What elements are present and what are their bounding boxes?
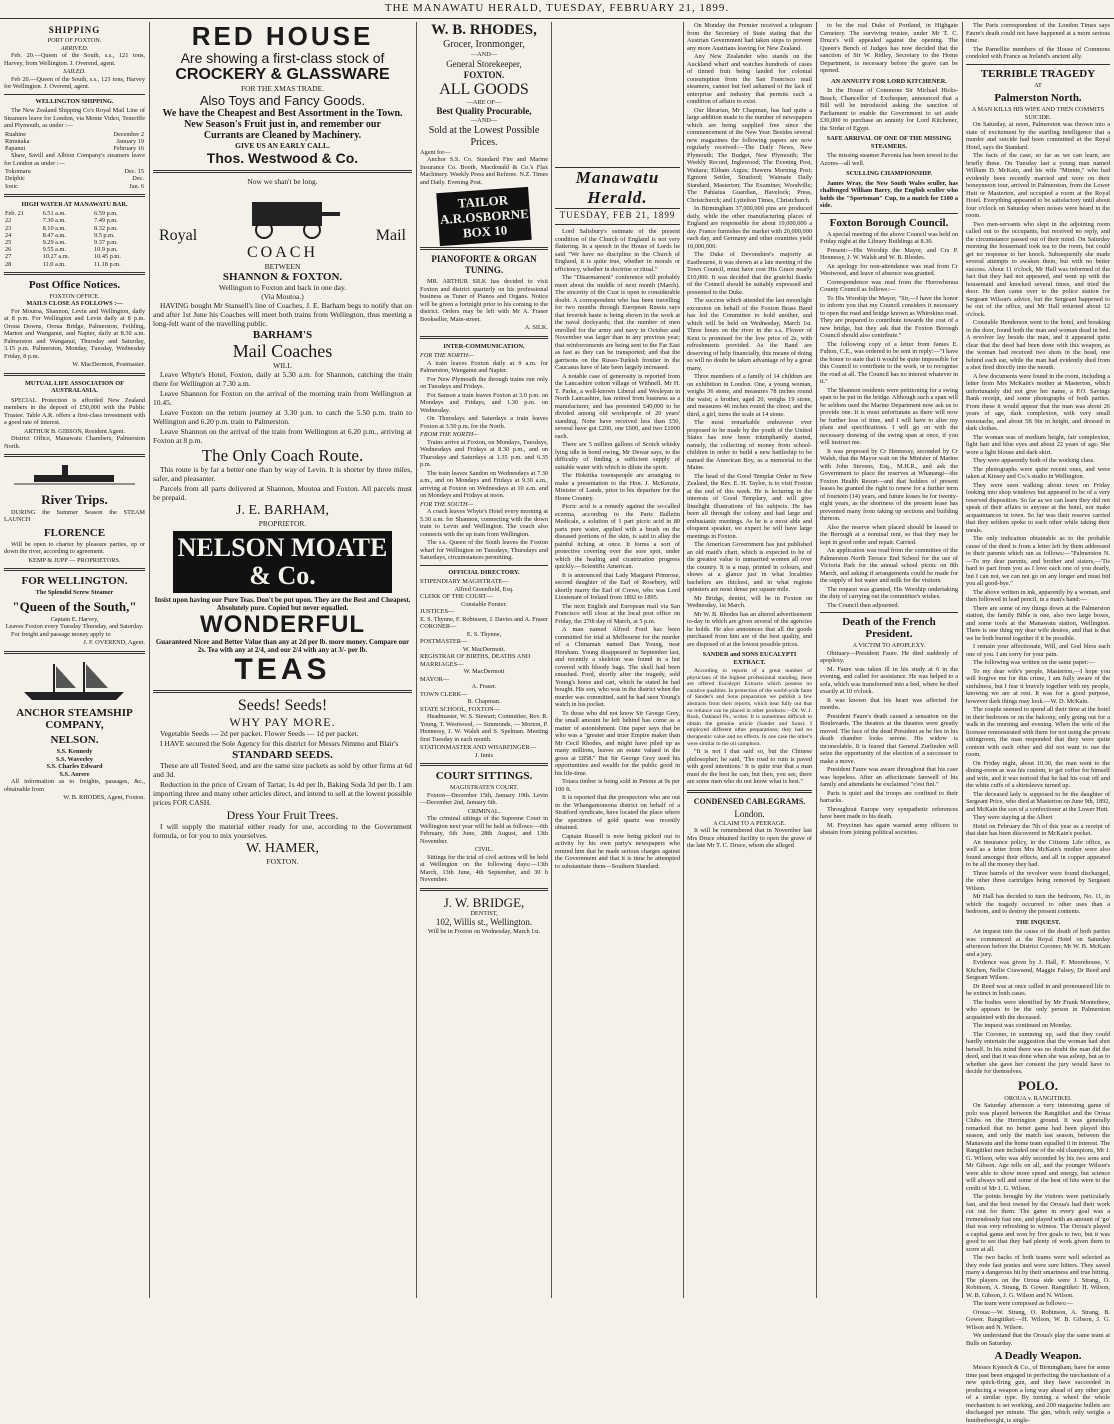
coach-title: COACH <box>246 244 318 261</box>
shaw-table: Tokomaru Dec. 15 Delphic Dec. Ionic Jan. 6 <box>5 168 144 190</box>
news-para: The head of the Good Templar Order in New Zealand, the Rev. E. H. Taylor, is to visit Foxton at the end of this week. He is lecturing in the interests of Good Templary, and will give limelight illustrations of his subjects. He has been all through the colony and had large and enthusiastic meetings. As he is a most able and eloquent speaker, we expect he will have large meetings in Foxton. <box>687 472 812 540</box>
standard-seeds: STANDARD SEEDS. <box>232 749 333 761</box>
agent-for: Agent for— <box>420 148 451 156</box>
only-route-heading: The Only Coach Route. <box>201 446 364 465</box>
rhodes-agent: W. B. RHODES, Agent, Foxton. <box>63 794 145 802</box>
route-text: This route is by far a better one than by way of Levin. It is shorter by three miles, safer, and pleasanter. <box>153 465 412 483</box>
news-para: The Duke of Devonshire's majority at Eastbourne, it was shown at a late meeting of the Town Council, must have cost His Grace nearly £10,000. It was decided that the grateful thanks of the Council should be suitably expressed and presented to the Duke. <box>687 251 812 296</box>
peerage-text: It will be remembered that in November last Mrs Druce obtained facility to open the grave of the late Mr T. C. Druce, whom she alleged <box>687 827 812 850</box>
inter-communication-heading: INTER-COMMUNICATION. <box>443 342 525 350</box>
polo-para: We understand that the Oroua's play the same team at Bulls on Saturday. <box>966 1332 1110 1347</box>
coach-illustration <box>232 190 342 240</box>
inquest-heading: THE INQUEST. <box>1015 918 1061 926</box>
editorial-para: Captain Russell is now being picked out to activity by his own party's newspapers who remind him that he made serious charges against the Government and that it is time he attempted to substantiate them—Southern Standard. <box>555 832 680 870</box>
nzsc-text: The New Zealand Shipping Co's Royal Mail Line of Steamers leave for London, via Monte Video, Teneriffe and Plymouth, as under :— <box>4 107 145 129</box>
magistrate-heading: MAGISTRATE'S COURT. <box>449 784 519 791</box>
tragedy-para: The deceased lady is supposed to be the daughter of Sergeant Price, who died at Masterton on June 9th, 1892, and McKain the son of a confectioner at the Lower Hutt. <box>966 790 1110 813</box>
fruit-trees-heading: Dress Your Fruit Trees. <box>226 808 339 822</box>
dir-value: Headmaster, W. S. Stewart; Committee, Rev. R. Young, T. Westwood, — Simmonds, — Morton, P. Hennessy, J. W. Walsh and S. Spelman. Meeting first Tuesday in each month. <box>420 713 548 743</box>
london-heading: London. <box>734 808 765 819</box>
piano-heading: PIANOFORTE & ORGAN TUNING. <box>431 254 537 275</box>
civil-heading: CIVIL. <box>474 846 494 853</box>
faure-para: M. Faure was taken ill in his study at 6 in the evening, and called for assistance. He was helped to a sofa, which was transformed into a bed, where he died exactly at 10 o'clock. <box>820 665 958 695</box>
seed-prices: Vegetable Seeds — 2d per packet. Flower Seeds — 1d per packet. <box>160 729 359 738</box>
tragedy-para: The woman was of medium height, fair complexion, light hair and blue eyes and about 22 years of age. She wore a light blouse and dark skirt. <box>966 433 1110 456</box>
now-text: Now we shan't be long. <box>247 177 318 186</box>
are-of: —ARE OF— <box>466 98 502 106</box>
news-para: In Birmingham 37,000,000 pins are produced daily, while the other manufacturing places of England are responsible for about 19,000,000 a day. France furnishes the market with 20,000,000 each day, and Germany and other countries yield 10,000,000. <box>687 205 812 250</box>
faure-para: M. Freycinet has again warned army officers to abstain from joining political societies. <box>820 821 958 836</box>
peerage-heading: A CLAIM TO A PEERAGE. <box>713 819 786 827</box>
news-para: On Monday the Premier received a telegram from the Secretary of State stating that the Austrian Government had taken steps to prevent any more Austrians leaving for New Zealand. <box>687 22 812 52</box>
leaves-text: Leaves Foxton every Tuesday Thursday, and Saturday. <box>5 623 144 631</box>
dir-value: W. MacDermott <box>463 668 505 675</box>
hamer-name: W. HAMER, <box>246 841 319 856</box>
port-heading: PORT OF FOXTON. <box>47 37 102 44</box>
proprietor-text: PROPRIETOR. <box>258 519 307 528</box>
cablegrams-heading: CONDENSED CABLEGRAMS. <box>693 796 806 806</box>
news-para: Three members of a family of 14 children are on exhibition in London. One, a young woman, weighs 36 stone, and measures 78 inches round the waist; a brother, aged 20, weighs 19 stone, and measures 46 inches round the chest; and the third, a girl, turns the scale at 14 stone. <box>687 373 812 418</box>
silk-name: A. SILK. <box>524 324 548 331</box>
tragedy-para: The couple seemed to spend all their time at the hotel in their bedroom or on the balcony, only going out for a walk in the morning and evening. When the wife of the licensee remonstrated with them for not using the private sittingroom, the man responded that they were quite content with each other and did not want to use the room. <box>966 706 1110 758</box>
xmas-text: FOR THE XMAS TRADE. <box>240 84 325 93</box>
deadly-weapon-heading: A Deadly Weapon. <box>994 1350 1082 1362</box>
news-para: Three barrels of the revolver were found discharged, the other three cartridges being removed by Sergeant Wilson. <box>966 869 1110 892</box>
best-quality: Best Quality Procurable, <box>436 106 532 116</box>
tested-text: These are all Tested Seed, and are the same size packets as sold by other firms at 6d and 3d. <box>153 761 412 779</box>
teas-heading: TEAS <box>234 653 331 686</box>
polo-para: Oroua:—W. Strang, O. Robinson, A. Strang, B. Gower. Rangitikei:—H. Wilson, W. B. Gibson, J. G. Wilson and N. Wilson. <box>966 1308 1110 1331</box>
florence-text: Will be open to charter by pleasure parties, up or down the river, according to agreement. <box>4 540 145 556</box>
editorial-para: Lord Salisbury's estimate of the present condition of the Church of England is not very flattering. In a speech in the House of Lords he said "We have no discipline in the Church of England, it is quite true, whether in morals or efficiency, whether in doctrine or ritual." <box>555 228 680 273</box>
for-north: FOR THE NORTH— <box>420 352 474 359</box>
inquest-para: Evidence was given by J. Hall, F. Moorehouse, V. Kitchen, Nellie Crawsend, Maggie Falsey, Dr Reed and Sergeant Wilson. <box>966 959 1110 981</box>
editorial-para: It is announced that Lady Margaret Primrose, second daughter of the Earl of Rosebery, will shortly marry the Earl of Crewe, who was Lord Lieutenant of Ireland from 1892 to 1895. <box>555 571 680 601</box>
editorial-para: Picric acid is a remedy against the so-called eczema, according to the Paris Bulletin Medicale, a solution of 1 part picric acid in 80 parts pure water, applied with a brush on the diseased portions of the skin, is said to allay the painful itching at once. It forms a sort of protective covering over the sore spot, under which the healing and cicatrization progress quickly.—Scientific American. <box>555 503 680 570</box>
steamer-illustration <box>4 461 145 487</box>
dir-value: Constable Forster. <box>461 600 507 608</box>
column-shipping <box>4 22 145 1298</box>
dir-label: STATE SCHOOL, FOXTON— <box>420 705 501 713</box>
council-para: Also the reserve when placed should be leased to the Borough at a nominal rent, so that they may be kept in good order and repair. Carried. <box>820 523 958 546</box>
why-pay-more: WHY PAY MORE. <box>229 715 336 729</box>
and-text: —AND— <box>470 51 498 58</box>
fruit-text: New Season's Fruit just in, and remember our <box>184 119 381 130</box>
overend: J. F. OVEREND, Agent. <box>83 639 145 647</box>
news-para: Any New Zealander who stands on the Auckland wharf and watches hundreds of cases of tinned fruit being landed for colonial consumption from the San Francisco mail steamers, cannot but feel ashamed of the lack of enterprise and industry that permits such a condition of affairs to exist. <box>687 53 812 105</box>
dir-label: JUSTICES— <box>420 608 455 615</box>
news-para: The Parnellite members of the House of Commons condoled with France as Ireland's ancient ally. <box>966 45 1110 60</box>
captain: Captain E. Harvey, <box>50 615 99 623</box>
news-para: Mr W. B. Rhodes has an altered advertisement to-day in which are given several of the agencies he holds. He also announces that all the goods purchased from him are of the best quality, and are disposed of at the lowest possible prices. <box>687 610 812 648</box>
polo-para: On Saturday afternoon a very interesting game of polo was played between the Rangitikei and the Oroua Clubs on the Herrington ground. It was generally remarked that no better game had been played this season, and only the match last season, between the Manawatu and the home team equalled it in interest. The Rangitikei men included one of the old champions, Mr J. G. Wilson, who was ably seconded by his two sons and Mr Gibson. Age tells on all, and the younger Wilson's were able to show more speed and energy, but science will always tell and some of the best of hits were to the credit of Mr J. G. Wilson. <box>966 1102 1110 1192</box>
council-para: The Council then adjourned. <box>827 601 900 609</box>
apoplexy-subheading: A VICTIM TO APOPLEXY. <box>852 642 926 649</box>
high-water-table: Feb. 21 6.51 a.m. 6.59 p.m. 22 7.30 a.m. 7.49 p.m. 23 8.10 a.m. 8.32 p.m. 24 8.47 a.m. 9.5 p.m. 25 9.29 a.m. 9.37 p.m. 26 9.55 a.m. 10.9 p.m. 27 10.27 a.m. 10.45 p.m. 28 11.0 a.m. 11.18 p.m. <box>5 210 121 268</box>
polo-subheading: OROUA v. RANGITIKEI. <box>1004 1094 1072 1102</box>
arrived-text: Feb. 20.—Queen of the South, s.s., 121 tons, Harvey, from Wellington. J. Overend, agent. <box>4 52 145 67</box>
council-para: The following copy of a letter from James E. Fulton, C.E., was ordered to be sent in reply:—"I have the honor to state that it would be quite impossible for this Council to contribute to the work, or to recognise the road at all. The Council has no interest whatever in it." <box>820 340 958 385</box>
editorial-para: Totara timber is being sold in Petone at 9s per 100 ft. <box>555 778 680 793</box>
mail-coaches-heading: Mail Coaches <box>232 341 333 361</box>
nzsc-table: Ruahine December 2 Rimutaka January 19 Papanui February 16 <box>5 130 144 152</box>
tragedy-para: They were seen walking about town on Friday looking into shop windows but appeared to be of a very reserved disposition. So far as we can learn they did not speak of their affairs to anyone at the hotel, nor make acquaintances in town. So far was their reserve carried that they seldom spoke to each other while taking their meals. <box>966 481 1110 534</box>
dir-label: CLERK OF THE COURT— <box>420 593 493 600</box>
queen-of-south: "Queen of the South," <box>12 598 137 614</box>
dentist-text: DENTIST, <box>470 909 498 917</box>
editorial-para: A notable case of generosity is reported from the Lancashire cotton village of Withnell. Mr H. T. Parke, a well-known Liberal and Wesleyan in North Lancashire, has retired from business as a manufacturer, and has presented £40,000 to be divided among old workpeople of 20 years' standing. None have received less than £50, several have got £200, one £600, and two £1000 each. <box>555 372 680 440</box>
and2-text: —AND— <box>470 117 498 124</box>
faure-para: President Faure was aware throughout that his case was hopeless. After an affectionate farewell of his family and attendants he exclaimed "c'est fini." <box>820 766 958 788</box>
dir-value: B. Chapman. <box>467 698 501 705</box>
between-text: BETWEEN <box>264 262 301 271</box>
freight-text: For freight and passage money apply to <box>11 630 111 638</box>
column-editorial-1 <box>555 22 680 1298</box>
polo-para: The team were composed as follows:— <box>973 1300 1073 1307</box>
editorial-para: There are 5 million gallons of Scotch whisky lying idle in bond owing, Mr Dewar says, to the difficulty of finding a sufficient supply of suitable water with which to dilute the spirit. <box>555 441 680 471</box>
editorial-para: A man named Alfred Ford has been committed for trial at Melbourne for the murder of a Chinaman named Dan Young, near Horsham. Young disappeared in September last, and recently a skeleton was found in a hut covered with bloody bags. The skull had been smashed. Ford, shortly after the tragedy, sold Young's horse and cart, which he stated he had bought. His son, who was in the district when the murder was committed, said he had seen Young's watch in his pocket. <box>555 626 680 708</box>
council-para: Correspondence was read from the Horowhenua County Council as follows:— <box>820 278 958 293</box>
reduction-text: Reduction in the price of Cream of Tartar, 1s 4d per lb, Baking Soda 3d per lb. I am importing three and many other articles direct, and intend to sell at the lowest possible prices FOR CASH. <box>153 780 412 807</box>
column-news-1 <box>687 22 812 1298</box>
weapon-para: Messrs Kynoch & Co., of Birmingham, have for some time past been engaged in perfecting the mechanism of a new quick-firing gun, and they have succeeded in producing a weapon a long way ahead of any other gun of a similar type. By turning a wheel the whole mechanism is set working, and 200 magazine bullets are discharged per minute. The gun, which only weighs a hundredweight, is single- <box>966 1364 1110 1424</box>
tragedy-para: The following was written on the same paper:— <box>973 659 1095 666</box>
dir-label: STATIONMASTER AND WHARFINGER— <box>420 744 536 751</box>
chinese-text: "It is not I that said so, but the Chinese philosopher; he said, 'The road to ruin is paved with good intentions.' It is quite true that a man must do the best he can; but then, you see, there are some men who do not know what is best." <box>687 748 812 786</box>
nelson-heading: NELSON. <box>50 734 99 747</box>
will-text: WILL <box>273 361 292 370</box>
wonderful-text: Guaranteed Nicer and Better Value than any at 2d per lb. more money. Compare our 2s. Tea with any at 2/4, and our 2/4 with any at 3/- per lb. <box>155 638 410 654</box>
currants-text: Currants are Cleaned by Machinery. <box>203 130 362 141</box>
column-rule <box>816 22 817 1298</box>
tragedy-subheading: A MAN KILLS HIS WIFE AND THEN COMMITS SUICIDE. <box>971 106 1105 121</box>
column-news-2 <box>820 22 958 1298</box>
ship-charles-edward: S.S. Charles Edward <box>46 763 103 771</box>
council-para: An application was read from the committee of the Palmerston North Terrace End School for the use of Victoria Park for the annual school picnic on 8th March, and asking if arrangements could be made for the supply of hot water and milk for the visitors. <box>820 547 958 584</box>
supply-text: I will supply the material either ready for use, according to the Government formula, or for you to mix yourselves. <box>153 822 412 840</box>
editorial-para: The Hokitika townspeople are arranging to make a presentation to the Hon. J. McKenzie, Minister of Lands, prior to his departure for the Home Country. <box>555 472 680 502</box>
ship-illustration <box>4 658 145 702</box>
inquest-para: Dr Reed was at once called in and pronounced life to be extinct in both cases. <box>966 982 1110 997</box>
inquest-para: The inquest was continued on Monday. <box>973 1022 1072 1029</box>
tragedy-para: They were staying at the Albert <box>973 814 1053 821</box>
editorial-para: The "Disarmament" conference will probably meet about the middle of next month (March). The sincerity of the Czar is open to considerable doubt. A correspondent who has been travelling for two months through European Russia says that feverish haste is being shown in the work at the naval dockyards; that the number of men enrolled for the army and navy in October and November was larger than in any previous year; that reinforcements are being sent to the Far East as fast as they can be transported; and that the garrisons on the Russo-Turkish frontier in the Caucasus have of late been largely increased. <box>555 274 680 371</box>
column-rhodes <box>420 22 548 1298</box>
seeds-heading: Seeds! Seeds! <box>237 697 328 714</box>
bridge-visit: Will be in Foxton on Wednesday, March 1st. <box>427 928 541 935</box>
court-dates: Foxton—December 15th, January 19th. Levin—December 2nd, January 6th. <box>420 791 548 806</box>
tragedy-para: The facts of the case, so far as we can learn, are briefly these. On Tuesday last a young man named William D. McKain, and his wife "Minnie," who had evidently been recently married and were on their honeymoon tour, arrived in Palmerston, from the Lower Hutt or Masterton, and occupied a room at the Royal Hotel. Everything appeared to be satisfactory until about four o'clock on Saturday when noises were heard in the room. <box>966 152 1110 219</box>
shipping-heading: SHIPPING <box>48 25 101 35</box>
council-heading: Foxton Borough Council. <box>829 216 949 229</box>
news-para: Our librarian, Mr Chapman, has had quite a large addition made to the number of newspapers which are being supplied free since the commencement of the New Year. Besides several new magazines the following papers are now regularly received:—The Daily News, New Plymouth; The Budget, New Plymouth; The Weekly Record, Inglewood; The Evening Post, Waitara; Eltham Argus; Hawera Morning Post; Egmont Settler, Stratford; Waimate Daily Standard, Masterton; The Examiner, Woodville; The Pahiatua Guardian, Havelock; Press, Christchurch; and Lyttelton Times, Christchurch. <box>687 106 812 204</box>
council-para: To His Worship the Mayor, "Sir,—I have the honor to inform you that my Council considers it necessary to open the road and bridge known as Whirokino road. They are prepared to contribute towards the cost of a new bridge, but they ask that the Foxton Borough Council should also contribute." <box>820 294 958 339</box>
news-para: Mr Hall has decided to turn the bedroom, No. 11, in which the tragedy occurred to other uses than a bedroom, and to destroy the present contents. <box>966 893 1110 915</box>
dir-value: A. Fraser. <box>471 683 497 690</box>
sold-text: Sold at the Lowest Possible Prices. <box>428 124 540 148</box>
tragedy-para: They were apparently both of the working class. <box>973 457 1095 464</box>
river-trips-heading: River Trips. <box>41 491 108 507</box>
dir-label: POSTMASTER— <box>420 638 468 645</box>
council-para: A special meeting of the above Council was held on Friday night at the Library Buildings at 8.30. <box>820 230 958 245</box>
from-north: FROM THE NORTH— <box>420 431 479 438</box>
news-para: The Paris correspondent of the London Times says Faure's death could not have happened at a more serious time. <box>966 22 1110 44</box>
editorial-para: To those who did not know Sir George Grey, the small amount he left behind has come as a matter of astonishment. One paper says that he who was a "greater and truer Empire maker than Mr Cecil Rhodes, and might have piled up as many millions, leaves an estate valued in the gross at £858." But Sir George Grey used his opportunities and wealth for the public good in his life-time. <box>555 709 680 777</box>
early-call: GIVE US AN EARLY CALL. <box>235 141 330 150</box>
tragedy-place: Palmerston North. <box>994 92 1082 104</box>
inquest-para: The Coroner, in summing up, said that they could hardly entertain the suggestion that the woman had shot herself. In his mind there was no doubt the man did the deed, and that it was done when she was asleep, but as to whether she gave her consent the jury would have to decide for themselves. <box>966 1030 1110 1075</box>
page-masthead: THE MANAWATU HERALD, TUESDAY, FEBRUARY 21, 1899. <box>0 2 1114 19</box>
dir-value: E. S. Thynne, F. Robinson, J. Davies and A. Fraser <box>420 615 548 623</box>
dir-label: CORONER— <box>420 623 457 630</box>
editorial-para: It is reported that the prospectors who are out in the Whangamomona district on behalf of a Stratford syndicate, have located the place where the specimen of gold quartz was recently obtained. <box>555 794 680 831</box>
tragedy-para: On Saturday, at noon, Palmerston was thrown into a state of excitement by the startling intelligence that a murder and suicide had been committed at the Royal Hotel, says the Standard. <box>966 121 1110 151</box>
showing-text: Are showing a first-class stock of <box>180 50 385 66</box>
tragedy-para: A few documents were found in the room, including a letter from Mrs McKain's mother at Masterton, which unfortunately did not give her name, a P.O. Savings Bank receipt, and some photographs of both parties. From these it would appear that the man was about 26 years of age, dark complexion, with very small moustache, and about 5ft 9in in height, and dressed in dark clothes. <box>966 372 1110 432</box>
mail-text: Mail <box>375 227 406 244</box>
news-para: Hotel on February the 7th of this year as a receipt of that date has been discovered in McKain's pocket. <box>966 822 1110 837</box>
inquest-para: The bodies were identified by Mr Frank Montethew, who appears to be the only person in Palmerston acquainted with the deceased. <box>966 998 1110 1021</box>
foxton-office: FOXTON OFFICE. <box>49 292 100 300</box>
ship-kennedy: S.S. Kennedy <box>56 748 93 756</box>
barham-name: J. E. BARHAM, <box>236 503 329 518</box>
cheapest-text: We have the Cheapest and Best Assortment in the Town. <box>162 108 403 119</box>
via-text: (Via Moutoa.) <box>261 292 304 301</box>
sculling-heading: SCULLING CHAMPIONSHIP. <box>846 170 932 177</box>
sailed-text: Feb 20.—Queen of the South, s.s., 121 tons, Harvey for Wellington. J. Overend, agent. <box>4 75 145 90</box>
tragedy-para: I remain your affectionate, Will, and God bless each one of you. I am sorry for your pain. <box>966 643 1110 658</box>
tragedy-heading: TERRIBLE TRAGEDY <box>980 67 1096 80</box>
coach-times-4: Leave Shannon on the arrival of the train from Wellington at 6.20 p.m., arriving at Foxton at 8 p.m. <box>153 427 412 445</box>
coach-times-3: Leave Foxton on the return journey at 3.30 p.m. to catch the 5.50 p.m. train to Wellington and 6.20 p.m. train to Palmerston. <box>153 408 412 426</box>
coach-times-2: Leave Shannon for Foxton on the arrival of the morning train from Wellington at 10.45. <box>153 389 412 407</box>
dir-value: W. MacDermott. <box>462 645 506 653</box>
polo-para: The two backs of both teams were well selected as they rode fast ponies and were sure hitters. They saved many a dangerous hit by their smartness and true hitting. The players on the Oroua side were J. Strang, O. Robinson, A. Strang, B. Gower. Rangitikei: H. Wilson, W. B. Gibson, J. G. Wilson and N. Wilson. <box>966 1254 1110 1299</box>
tragedy-para: The photographs were quite recent ones, and were taken at Kinsey and Co.'s studio in Wellington. <box>966 465 1110 480</box>
faure-para: Obituary—President Faure. He died suddenly of apoplexy. <box>820 649 958 664</box>
column-news-3 <box>966 22 1110 1424</box>
news-para: The most remarkable endeavour ever proposed to be made by the youth of the United States has now been triumphantly started, namely, the collecting of money from school-children in order to build a new battleship to be named the American Boy, as a memorial to the Maine. <box>687 419 812 471</box>
sander-text: According to reports of a great number of physicians of the highest professional standing, there are offered Eucalypti Extracts which possess no curative qualities. In protection of the world-wide fame of Sander's and Sons preparation we publish a few abstracts from their reports, which bear fully out that no reliance can be placed in other products:—Dr. W. J. Rush, Oakland Pa., writes: It is sometimes difficult to obtain the genuine article (Sander and Sons). I employed different other preparations; they had no therapeutic value and no effects. In one case the other's were similar to the oil camphora. <box>687 668 812 747</box>
coach-times-1: Leave Whyte's Hotel, Foxton, daily at 5.30 a.m. for Shannon, catching the train there for Wellington at 7.30 a.m. <box>153 370 412 388</box>
sander-heading: SANDER and SONS EUCALYPTI EXTRACT. <box>702 651 797 666</box>
french-president-heading: Death of the French President. <box>842 616 936 640</box>
news-para: to be the real Duke of Portland, in Highgate Cemetery. The surviving trustee, under Mr T. C. Druce's will appealed against the opening. The Queen's Bench of Judges has now decided that the sanction of Sir W. Ridley, Secretary to the Home Department, is necessary before the grave can be opened. <box>820 22 958 74</box>
splendid-text: The Splendid Screw Steamer <box>35 589 114 597</box>
barhams-heading: BARHAM'S <box>252 329 313 341</box>
north-2: For New Plymouth the through trains run only on Tuesdays and Fridays. <box>420 375 548 390</box>
royal-text: Royal <box>159 227 198 244</box>
tragedy-para: The only indication obtainable as to the probable cause of the deed is from a letter left by them addressed to their parents which ran as follows:—"Palmerston N.—To my dear parents, and brother and sisters,—'Tis hard to part from you as I love each one of you dearly, but I can not, we can not go on any longer and must bid you all good-bye." <box>966 535 1110 587</box>
north-4: On Thursdays and Saturdays a train leaves Foxton at 3.50 p.m. for the North. <box>420 415 548 430</box>
from-north-1: Trains arrive at Foxton, on Mondays, Tuesdays, Wednesdays and Fridays at 8.30 p.m., and on Thursdays and Saturdays at 1.35 p.m. and 6.35 p.m. <box>420 438 548 468</box>
council-para: The Shannon residents were petitioning for a swing span to be put in the bridge. Although such a span will be seldom used the Marine Department now ask us to provide one. It is most unfortunate as there will now be further loss of time, and I will have to alter my plans and specifications. I will go on with the necessary drawing of the swing span at once, if you will instruct me. <box>820 386 958 446</box>
from-north-2: The train leaves Sandon on Wednesdays at 7.30 a.m., and on Mondays and Fridays at 9.30 a.m., arriving at Foxton on Wednesdays at 10 a.m. and on Mondays and Fridays at noon. <box>420 469 548 499</box>
sailed-heading: SAILED. <box>63 68 86 75</box>
criminal-text: The criminal sittings of the Supreme Court in Wellington next year will be held as follows:—6th February, 6th June, 28th August, and 13th November. <box>420 815 548 845</box>
council-para: The request was granted, His Worship undertaking the duty of carrying out the committee's wishes. <box>820 585 958 600</box>
agencies-text: Anchor S.S. Co. Standard Fire and Marine Insurance Co. Booth, Macdonald & Co.'s Flax Machinery. Weekly Press and Referee. N.Z. Times and Daily. Evening Post. <box>420 156 548 186</box>
postmaster: W. MacDermott, Postmaster. <box>72 361 145 369</box>
council-para: An apology for non-attendance was read from Cr Westwood, and leave of absence was granted. <box>820 262 958 277</box>
news-para: James Wray, the New South Wales sculler, has challenged William Barry, the English sculler who holds the "Sportsman" Cup, to a match for £100 a side. <box>820 179 958 209</box>
dir-value: J. Innis <box>474 751 494 759</box>
silk-text: MR. ARTHUR SILK has decided to visit Foxton and district quarterly on his professional business as Tuner of Pianos and Organs. Notice will be given a fortnight prior to his coming to the district. Orders may be left with Mr A. Fraser Bookseller, Main-street. <box>420 278 548 323</box>
tragedy-para: To my dear wife's people, Masterton,—I hope you will forgive me for this crime, I am fully aware of the sinfulness, but I fear it bravely together with my people, knowing we are at rest. It was for a good purpose, however dark things may look.—W. D. McKain. <box>966 667 1110 705</box>
mails-heading: MAILS CLOSE AS FOLLOWS :— <box>26 300 123 308</box>
hamer-foxton: FOXTON. <box>266 857 299 866</box>
rhodes-foxton: FOXTON. <box>463 69 505 80</box>
florence-heading: FLORENCE <box>43 526 106 539</box>
tragedy-para: The above written in ink, apparently by a woman, and then followed in lead pencil, in a man's hand:— <box>966 588 1110 603</box>
news-para: An insurance policy, in the Citizens Life office, as well as a letter from Mrs McKain's mother were also found amongst their effects, and all in copper appeared to be all the money they had. <box>966 838 1110 868</box>
polo-para: The points brought by the visitors were particularly fast, and the best owned by the Oroua's had their work cut out for them. The game in every goal was a tremendously fast one, and played with an amount of 'go' that was very refreshing to witness. The Oroua's played a capital game and won by five goals to two, but it was good to see that they had plenty of work given them to score at all. <box>966 1193 1110 1253</box>
high-water-heading: HIGH WATER AT MANAWATU BAR. <box>21 200 128 208</box>
for-wellington-heading: FOR WELLINGTON. <box>21 575 128 588</box>
civil-text: Sittings for the trial of civil actions will be held at Wellington on the following days:—13th March, 13th June, 4th September, and 30 h November. <box>420 853 548 883</box>
shaw-text: Shaw, Savill and Albion Company's steamers leave for London as under :— <box>4 152 145 167</box>
westwood-name: Thos. Westwood & Co. <box>206 150 359 166</box>
crockery-title: CROCKERY & GLASSWARE <box>175 66 390 83</box>
tragedy-para: There are some of my things down at the Palmerston station, the family Bible is one, also two large boxes, and some tools at the Manawatu station, Wellington. There is one thing my dear wife desires, and that is that we be both buried together if it be possible. <box>966 604 1110 642</box>
arrived-heading: ARRIVED. <box>60 44 89 52</box>
river-trips-text: DURING the Summer Season the STEAM LAUNCH <box>4 508 145 524</box>
ship-waverley: S.S. Waverley <box>55 755 94 763</box>
council-para: It was proposed by Cr Hennessy, seconded by Cr Walsh, that the Mayor wait on the Minister of Marine with John Stevens, Esq., M.H.R., and ask the Government to place the reserves at Whanangi—the Foxton Health Resort—and that holders of present leases be granted the right to renew for a further term of fourteen (14) years, and future leases be for twenty-eight years, as the shortness of the present lease has prevented many from taking up sections and building thereon. <box>820 447 958 522</box>
news-para: The success which attended the last moonlight excursion on behalf of the Foxton Brass Band has led the Committee to hold another, and which will be held on Wednesday, March 1st. Three hours on the river in the s.s. Flower of Kent is promised for the low price of 2s, with refreshments provided. As the Band are deserving of help financially, this means of doing so will no doubt be taken advantage of by a great many. <box>687 297 812 372</box>
tragedy-para: On Friday night, about 10.30, the man went to the dining-room as was his custom, to get coffee for himself and wife, and it was noticed that he had his coat off and the white cuffs of a shirtsleeve turned up. <box>966 759 1110 789</box>
parcels-text: Parcels from all parts delivered at Shannon, Moutoa and Foxton. All parcels must be prepaid. <box>153 484 412 502</box>
faure-para: It was known that his heart was affected for months. <box>820 696 958 711</box>
news-para: Mr Bridge, dentist, will be in Foxton on Wednesday, 1st March. <box>687 594 812 609</box>
nelson-moate-text: Insist upon having our Pure Teas. Don't be put upon. They are the Best and Cheapest. Absolutely pure. Copied but never equalled. <box>154 596 411 612</box>
north-3: For Sanson a train leaves Foxton at 3.0 p.m. on Mondays and Fridays, and 1.30 p.m. on Wednesday. <box>420 391 548 414</box>
inquest-para: An inquest into the cause of the death of both parties was commenced at the Royal Hotel on Saturday afternoon before the District Coroner, Mr W. B. McKain and a jury. <box>966 928 1110 958</box>
column-ads <box>153 22 412 1298</box>
criminal-heading: CRIMINAL. <box>467 807 501 815</box>
column-rule <box>149 22 150 1298</box>
polo-heading: POLO. <box>1017 1077 1059 1093</box>
column-rule <box>683 22 684 1298</box>
kitchener-heading: AN ANNUITY FOR LORD KITCHENER. <box>831 77 947 85</box>
tragedy-para: Two men-servants who slept in the adjoining room called out to the occupants, but received no reply, and the circumstance passed out of their mind. On Saturday morning the housemaid took tea to the room, but could get no response to her knock. Subsequently she made several attempts to awaken them, but with no better success. About 11 o'clock, Mr Hall was informed of the fact that they had not appeared, and went up with the housemaid and knocked several times, and tried the door. He then came over to the police station for Sergeant Wilson's advice, but the Sergeant happened to be out of the office, and Mr Hall returned about 12 o'clock. <box>966 220 1110 318</box>
tragedy-at: AT <box>1034 81 1042 89</box>
tailor-osborne-ad: TAILOR A.R.OSBORNE BOX 10 <box>436 187 531 246</box>
mails-text: For Moutoa, Shannon, Levin and Wellington, daily at 8 p.m. For Wellington and Levin daily at 8 p.m. Oroua Downs, Oroua Bridge, Palmerston, Feilding, Marton and Wanganui, and Napier, daily at 8.30 a.m. Palmerston and Wanganui, Thursday and Saturday, 3.15 p.m. Palmerston, Monday, Tuesday, Wednesday Friday, 8 p.m. <box>4 307 145 360</box>
tragedy-para: Constable Henderson went to the hotel, and breaking in the door, found both the man and woman dead in bed. A revolver lay beside the man, and it appeared quite clear that the deed had been done with this weapon, as the woman had received two shots in the head, one behind each ear, while the man had evidently died from a shot fired directly into the mouth. <box>966 319 1110 371</box>
faure-para: Throughout Europe very sympathetic references have been made to his death. <box>820 805 958 820</box>
north-1: A train leaves Foxton daily at 9 a.m. for Palmerston, Wanganui and Napier. <box>420 359 548 374</box>
red-house-title: RED HOUSE <box>191 21 374 51</box>
having-text: HAVING bought Mr Stansell's line of Coaches, J. E. Barham begs to notify that on and after 1st June his Coaches will meet both trains from Wellington, thus meeting a long-felt want of the travelling public. <box>153 301 412 328</box>
rhodes-title: W. B. RHODES, <box>431 22 537 38</box>
faure-para: Paris is quiet and the troops are confined to their barracks. <box>820 789 958 804</box>
nelson-moate-banner: NELSON MOATE & Co. <box>173 531 392 593</box>
dir-label: REGISTRAR OF BIRTHS, DEATHS AND MARRIAGES— <box>420 653 531 668</box>
editorial-para: The next English and European mail via San Francisco will close at the local post office on Friday, the 27th day of March, at 5 p.m. <box>555 602 680 625</box>
dir-label: STIPENDIARY MAGISTRATE— <box>420 578 509 585</box>
grocer-text: Grocer, Ironmonger, <box>443 39 525 50</box>
for-south: FOR THE SOUTH— <box>420 500 474 508</box>
district-office: District Office, Manawatu Chambers, Palmerston North. <box>4 435 145 450</box>
south-1: A coach leaves Whyte's Hotel every morning at 5.30 a.m. for Shannon, connecting with the down train to Levin and Wellington. The coach also connects with the up train from Wellington. <box>420 508 548 538</box>
council-para: Present:—His Worship the Mayor, and Crs P. Hennessy, J. W. Walsh and W. B. Rhodes. <box>820 246 958 261</box>
faure-para: President Faure's death caused a sensation on the Boulevards. The theatres at the theatres were greatly moved. The face of the dead President as he lies in his death chamber looks serene. His widow is inconsolable. It is feared that General Zurlinden will seize the opportunity of the election of a successor to make a move. <box>820 712 958 765</box>
bridge-address: 102, Willis st., Wellington. <box>435 917 533 927</box>
herald-nameplate: Manawatu Herald. <box>555 167 680 209</box>
shannon-foxton: SHANNON & FOXTON. <box>222 271 343 283</box>
bridge-name: J. W. BRIDGE, <box>443 894 525 910</box>
news-para: The American Government has just published an old maid's chart, which is expected to be of the greatest value to unmarried women all over the country. It is a map, printed in colours, and shows at a glance just in what localities bachelors are thickest, and in what regions spinsters are most dense per square mile. <box>687 541 812 593</box>
seed-agency: I HAVE secured the Sole Agency for this district for Messrs Nimmo and Blair's <box>160 739 399 748</box>
all-goods: ALL GOODS <box>439 80 529 98</box>
general-text: General Storekeeper, <box>446 58 522 69</box>
post-office-heading: Post Office Notices. <box>28 278 121 291</box>
mutual-life-heading: MUTUAL LIFE ASSOCIATION OF AUSTRALASIA. <box>24 379 125 395</box>
herald-date: TUESDAY, FEB 21, 1899 <box>559 210 676 220</box>
column-rule <box>962 22 963 1298</box>
column-rule <box>551 22 552 1298</box>
ship-aorere: S.S. Aorere <box>59 770 90 778</box>
news-para: In the House of Commons Sir Michael Hicks-Beach, Chancellor of Exchequer, announced that a Bill will be introduced asking the sanction of Parliament to enable the Government to set aside £30,000 to purchase an annuity for Lord Kitchener, the Sirdar of Egypt. <box>820 87 958 132</box>
gibson: ARTHUR B. GIBSON, Resident Agent. <box>23 427 126 435</box>
official-directory-heading: OFFICIAL DIRECTORY. <box>448 568 520 576</box>
mutual-life-text: SPECIAL Protection is afforded New Zealand members in the deposit of £50,000 with the Public Trustee. Table A.R. offers a first-class investment with a good rate of interest. <box>4 396 145 427</box>
connect-text: Wellington to Foxton and back in one day. <box>218 283 347 292</box>
column-rule <box>416 22 417 1298</box>
wonderful-heading: WONDERFUL <box>200 611 365 638</box>
wellington-shipping-heading: WELLINGTON SHIPPING. <box>35 97 114 105</box>
south-2: The s.s. Queen of the South leaves the Foxton wharf for Wellington on Tuesdays, Thursdays and Saturdays, circumstances permitting. <box>420 539 548 561</box>
news-para: The missing steamer Pavonia has been towed to the Azores—all well. <box>820 152 958 167</box>
kemp-jupp: KEMP & JUPP — PROPRIETORS. <box>28 556 121 564</box>
steamer-heading: SAFE ARRIVAL OF ONE OF THE MISSING STEAMERS. <box>826 135 952 150</box>
toys-text: Also Toys and Fancy Goods. <box>199 93 366 108</box>
dir-label: MAYOR— <box>420 675 450 683</box>
anchor-heading: ANCHOR STEAMSHIP COMPANY, <box>16 707 133 732</box>
court-heading: COURT SITTINGS. <box>435 770 533 782</box>
dir-label: TOWN CLERK— <box>420 690 468 698</box>
dir-value: Alfred Greenfield, Esq. <box>454 585 514 593</box>
anchor-text: All information as to freights, passages, &c., obtainable from <box>4 778 145 793</box>
dir-value: E. S. Thynne, <box>466 630 502 638</box>
